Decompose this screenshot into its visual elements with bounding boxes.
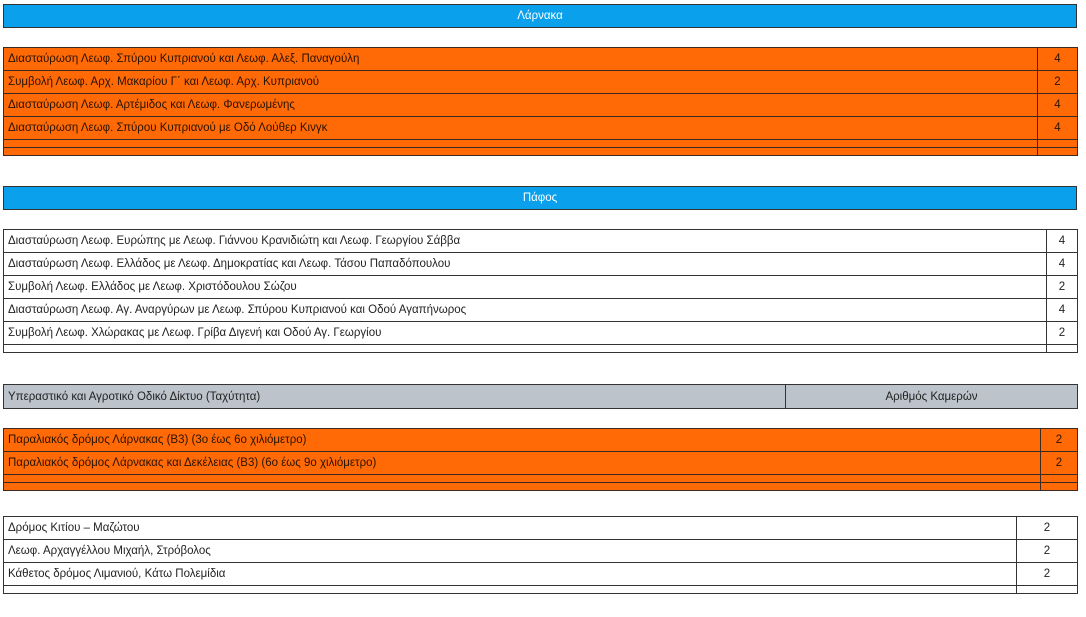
camera-count: 4 [1038, 48, 1078, 71]
road-name: Λεωφ. Αρχαγγέλλου Μιχαήλ, Στρόβολος [4, 540, 1017, 563]
empty-cell [1038, 148, 1078, 156]
table-row [4, 322, 1078, 345]
empty-cell [4, 140, 1038, 148]
camera-count: 4 [1038, 117, 1078, 140]
empty-cell [4, 586, 1017, 594]
camera-count: 2 [1017, 540, 1078, 563]
table-row [4, 429, 1078, 452]
camera-count: 2 [1017, 517, 1078, 540]
location-name: Συμβολή Λεωφ. Χλώρακας με Λεωφ. Γρίβα Διγενή και Οδού Αγ. Γεωργίου [4, 322, 1047, 345]
empty-row [4, 148, 1078, 156]
camera-count-header: Αριθμός Καμερών [786, 385, 1078, 409]
table-row [4, 452, 1078, 475]
camera-count: 2 [1017, 563, 1078, 586]
empty-row [4, 345, 1078, 353]
empty-cell [1047, 345, 1078, 353]
location-name: Διασταύρωση Λεωφ. Ελλάδος με Λεωφ. Δημοκρατίας και Λεωφ. Τάσου Παπαδόπουλου [4, 253, 1047, 276]
empty-cell [1017, 586, 1078, 594]
empty-row [4, 483, 1078, 491]
empty-cell [1038, 140, 1078, 148]
network-header-left: Υπεραστικό και Αγροτικό Οδικό Δίκτυο (Ταχύτητα) [4, 385, 786, 409]
other-roads-table [3, 516, 1078, 594]
table-row [4, 299, 1078, 322]
location-name: Διασταύρωση Λεωφ. Σπύρου Κυπριανού και Λεωφ. Αλεξ. Παναγούλη [4, 48, 1038, 71]
camera-count: 2 [1047, 276, 1078, 299]
location-name: Διασταύρωση Λεωφ. Ευρώπης με Λεωφ. Γιάννου Κρανιδιώτη και Λεωφ. Γεωργίου Σάββα [4, 230, 1047, 253]
road-name: Δρόμος Κιτίου – Μαζώτου [4, 517, 1017, 540]
network-table [3, 428, 1078, 491]
empty-cell [1041, 475, 1078, 483]
table-row [4, 48, 1078, 71]
paphos-table [3, 229, 1078, 353]
camera-count: 2 [1041, 429, 1078, 452]
camera-count: 4 [1038, 94, 1078, 117]
table-row [4, 517, 1078, 540]
empty-cell [4, 148, 1038, 156]
table-row [4, 276, 1078, 299]
table-row [4, 563, 1078, 586]
empty-row [4, 475, 1078, 483]
camera-count: 4 [1047, 253, 1078, 276]
network-header-table [3, 384, 1078, 409]
location-name: Διασταύρωση Λεωφ. Σπύρου Κυπριανού με Οδό Λούθερ Κινγκ [4, 117, 1038, 140]
camera-count: 2 [1038, 71, 1078, 94]
camera-count: 4 [1047, 299, 1078, 322]
empty-cell [4, 345, 1047, 353]
section-header-larnaca [3, 4, 1077, 28]
location-name: Διασταύρωση Λεωφ. Αρτέμιδος και Λεωφ. Φανερωμένης [4, 94, 1038, 117]
section-title: Πάφος [522, 192, 558, 204]
camera-count: 2 [1041, 452, 1078, 475]
location-name: Διασταύρωση Λεωφ. Αγ. Αναργύρων με Λεωφ. Σπύρου Κυπριανού και Οδού Αγαπήνωρος [4, 299, 1047, 322]
camera-count: 4 [1047, 230, 1078, 253]
location-name: Συμβολή Λεωφ. Ελλάδος με Λεωφ. Χριστόδουλου Σώζου [4, 276, 1047, 299]
road-name: Παραλιακός δρόμος Λάρνακας (Β3) (3ο έως 6ο χιλιόμετρο) [4, 429, 1041, 452]
section-header-paphos [3, 186, 1077, 210]
larnaca-table [3, 47, 1078, 156]
empty-cell [4, 475, 1041, 483]
table-row [4, 71, 1078, 94]
empty-cell [4, 483, 1041, 491]
table-row [4, 540, 1078, 563]
section-title: Λάρνακα [517, 10, 563, 22]
empty-row [4, 140, 1078, 148]
road-name: Κάθετος δρόμος Λιμανιού, Κάτω Πολεμίδια [4, 563, 1017, 586]
location-name: Συμβολή Λεωφ. Αρχ. Μακαρίου Γ΄ και Λεωφ. Αρχ. Κυπριανού [4, 71, 1038, 94]
camera-count: 2 [1047, 322, 1078, 345]
empty-cell [1041, 483, 1078, 491]
table-row [4, 230, 1078, 253]
table-row [4, 253, 1078, 276]
table-row [4, 94, 1078, 117]
header-row [4, 385, 1078, 409]
table-row [4, 117, 1078, 140]
road-name: Παραλιακός δρόμος Λάρνακας και Δεκέλειας (Β3) (6ο έως 9ο χιλιόμετρο) [4, 452, 1041, 475]
empty-row [4, 586, 1078, 594]
